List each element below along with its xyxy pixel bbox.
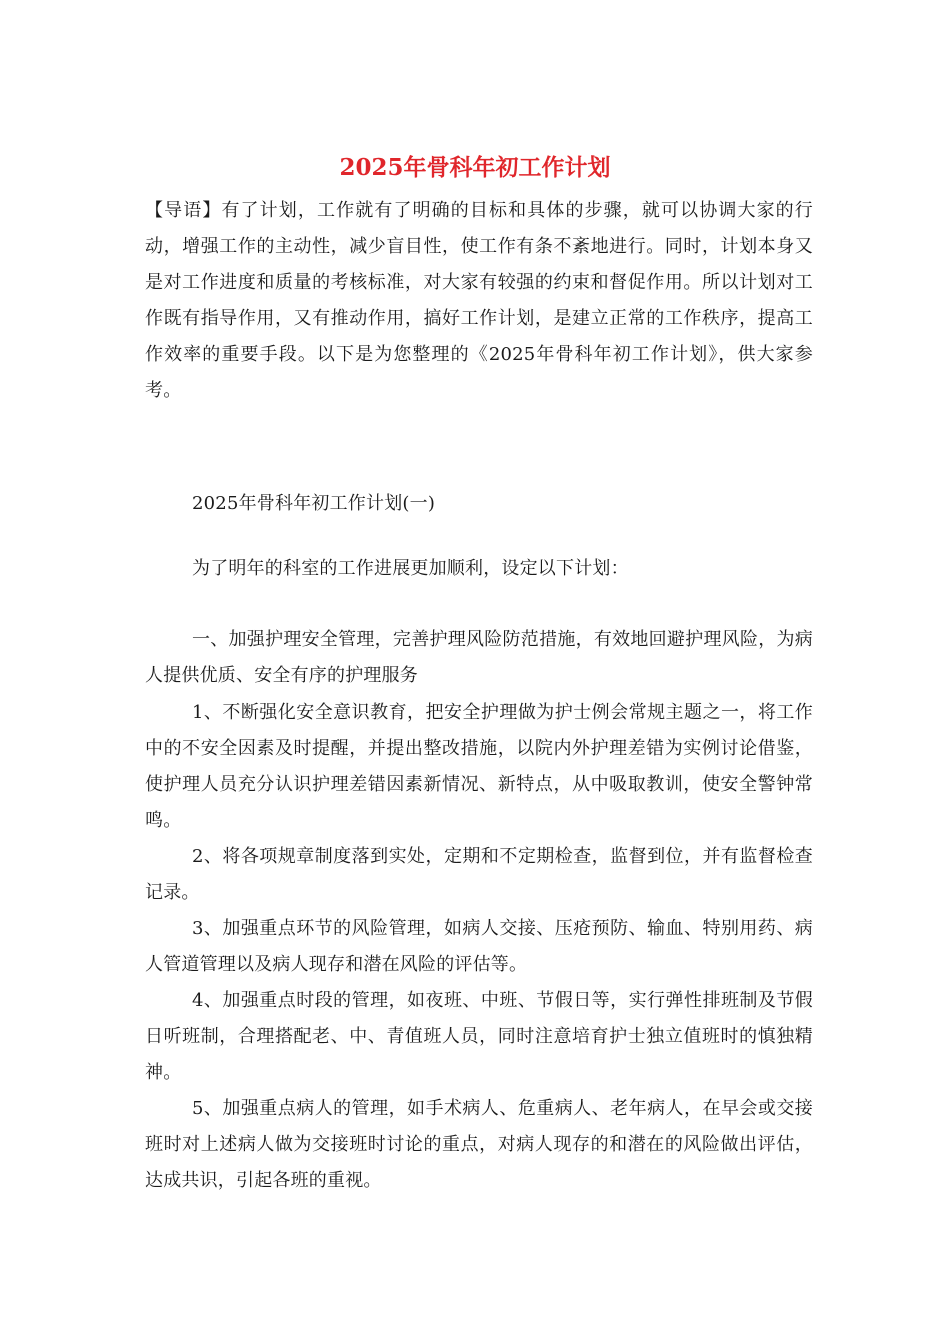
section-heading-1: 一、加强护理安全管理，完善护理风险防范措施，有效地回避护理风险，为病人提供优质、安全有序的护理服务 <box>145 629 813 686</box>
plan-subtitle: 2025年骨科年初工作计划(一) <box>192 493 436 514</box>
document-title: 2025年骨科年初工作计划 <box>339 154 611 181</box>
list-item: 5、加强重点病人的管理，如手术病人、危重病人、老年病人，在早会或交接班时对上述病人做为交接班时讨论的重点，对病人现存的和潜在的风险做出评估，达成共识，引起各班的重视。 <box>145 1098 813 1191</box>
list-item: 4、加强重点时段的管理，如夜班、中班、节假日等，实行弹性排班制及节假日听班制，合理搭配老、中、青值班人员，同时注意培育护士独立值班时的慎独精神。 <box>145 990 813 1083</box>
intro-paragraph: 【导语】有了计划，工作就有了明确的目标和具体的步骤，就可以协调大家的行动，增强工作的主动性，减少盲目性，使工作有条不紊地进行。同时，计划本身又是对工作进度和质量的考核标准，对大家有较强的约束和督促作用。所以计划对工作既有指导作用，又有推动作用，搞好工作计划，是建立正常的工作秩序，提高工作效率的重要手段。以下是为您整理的《2025年骨科年初工作计划》，供大家参考。 <box>145 200 813 401</box>
list-item: 2、将各项规章制度落到实处，定期和不定期检查，监督到位，并有监督检查记录。 <box>145 846 813 903</box>
list-item: 3、加强重点环节的风险管理，如病人交接、压疮预防、输血、特别用药、病人管道管理以及病人现存和潜在风险的评估等。 <box>145 918 813 975</box>
plan-lead-paragraph: 为了明年的科室的工作进展更加顺利，设定以下计划： <box>192 558 629 579</box>
list-item: 1、不断强化安全意识教育，把安全护理做为护士例会常规主题之一，将工作中的不安全因素及时提醒，并提出整改措施，以院内外护理差错为实例讨论借鉴，使护理人员充分认识护理差错因素新情况、新特点，从中吸取教训，使安全警钟常鸣。 <box>145 702 813 831</box>
